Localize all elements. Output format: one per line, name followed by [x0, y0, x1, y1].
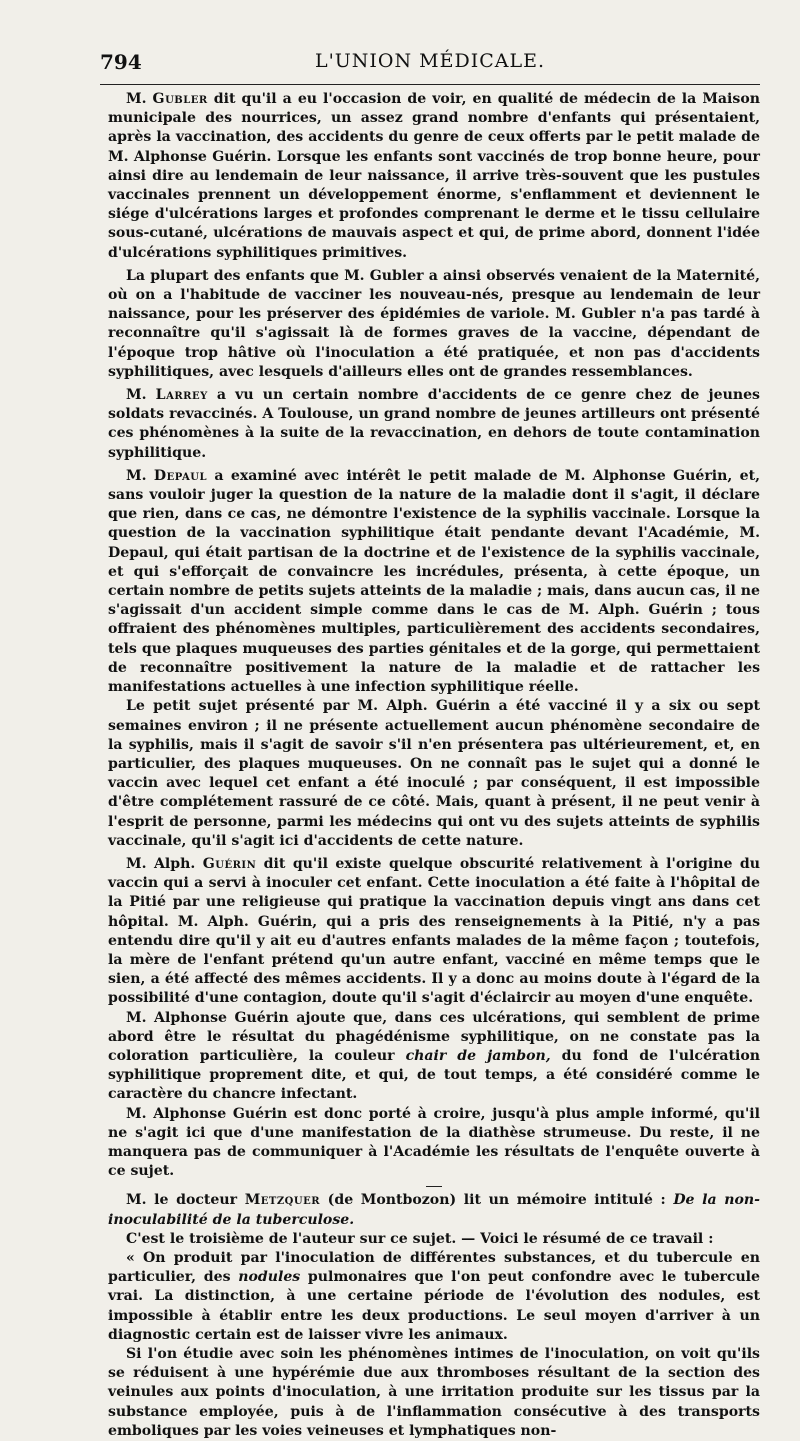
italic-term: chair de jambon,	[405, 1047, 551, 1064]
section-separator	[108, 1181, 760, 1191]
paragraph-inoculation: Si l'on étudie avec soin les phénomènes intimes de l'inoculation, on voit qu'ils se réduisent à une hypérémie due aux thromboses résultant de la section des veinules aux points d'inoculation, à une irritation produite sur les tissus par la substance employée, puis à de l'inflammation consécutive à des transports emboliques par les voies veineuses et lymphatiques non-	[108, 1346, 760, 1439]
article-body	[108, 90, 760, 1441]
paragraph-text: dit qu'il existe quelque obscurité relativement à l'origine du vaccin qui a servi à inoculer cet enfant. Cette inoculation a été faite à l'hôpital de la Pitié par une religieuse qui pratique la vaccination depuis vingt ans dans cet hôpital. M. Alph. Guérin, qui a pris des renseignements à la Pitié, n'y a pas entendu dire qu'il y ait eu d'autres enfants malades de la même façon ; toutefois, la mère de l'enfant prétend qu'un autre enfant, vacciné en même temps que le sien, a été affecté des mêmes accidents. Il y a donc au moins doute à l'égard de la possibilité d'une contagion, doute qu'il s'agit d'éclaircir au moyen d'une enquête.	[108, 855, 760, 1007]
paragraph-text: du fond de l'ulcération syphilitique proprement dite, et qui, de tout temps, a été considéré comme le caractère du chancre infectant.	[108, 1047, 760, 1103]
paragraph-guerin-conclusion: M. Alphonse Guérin est donc porté à croire, jusqu'à plus ample informé, qu'il ne s'agit ici que d'une manifestation de la diathèse strumeuse. Du reste, il ne manquera pas de communiquer à l'Académie les résultats de l'enquête ouverte à ce sujet.	[108, 1105, 760, 1180]
paragraph-depaul: M. Depaul a examiné avec intérêt le petit malade de M. Alphonse Guérin, et, sans vouloir juger la question de la nature de la maladie dont il s'agit, il déclare que rien, dans ce cas, ne démontre l'existence de la syphilis vaccinale. Lorsque la question de la vaccination syphilitique était pendante devant l'Académie, M. Depaul, qui était partisan de la doctrine et de l'existence de la syphilis vaccinale, et qui s'efforçait de convaincre les incrédules, présenta, à cette époque, un certain nombre de petits sujets atteints de la maladie ; mais, dans aucun cas, il ne s'agissait d'un accident simple comme dans le cas de M. Alph. Guérin ; tous offraient des phénomènes multiples, particulièrement des accidents secondaires, tels que plaques muqueuses des parties génitales et de la gorge, qui permettaient de reconnaître positivement la nature de la maladie et de rattacher les manifestations actuelles à une infection syphilitique réelle.	[108, 467, 760, 696]
running-head: L'UNION MÉDICALE.	[314, 50, 546, 72]
paragraph-text: a vu un certain nombre d'accidents de ce genre chez de jeunes soldats revaccinés. A Toulouse, un grand nombre de jeunes artilleurs ont présenté ces phénomènes à la suite de la revaccination, en dehors de toute contamination syphilitique.	[108, 387, 760, 461]
paragraph-text: M. le docteur	[126, 1192, 245, 1209]
header-rule	[100, 84, 760, 85]
paragraph-text: (de Montbozon) lit un mémoire intitulé :	[320, 1192, 674, 1209]
paragraph-maternite: La plupart des enfants que M. Gubler a ainsi observés venaient de la Maternité, où on a l'habitude de vacciner les nouveau-nés, presque au lendemain de leur naissance, pour les préserver des épidémies de variole. M. Gubler n'a pas tardé à reconnaître qu'il s'agissait là de formes graves de la vaccine, dépendant de l'époque trop hâtive où l'inoculation a été pratiquée, et non pas d'accidents syphilitiques, avec lesquels d'ailleurs elles ont de grandes ressemblances.	[108, 267, 760, 380]
paragraph-text: « On produit par l'inoculation de différentes substances, et du tubercule en particulier, des	[108, 1249, 760, 1286]
speaker-prefix: M. Alph.	[126, 855, 203, 872]
page-header	[100, 50, 760, 76]
paragraph-text: dit qu'il a eu l'occasion de voir, en qualité de médecin de la Maison municipale des nourrices, un assez grand nombre d'enfants qui présentaient, après la vaccination, des accidents du genre de ceux offerts par le petit malade de M. Alphonse Guérin. Lorsque les enfants sont vaccinés de trop bonne heure, pour ainsi dire au lendemain de leur naissance, il arrive très-souvent que les pustules vaccinales prennent un développement énorme, s'enflamment et deviennent le siége d'ulcérations larges et profondes comprenant le derme et le tissu cellulaire sous-cutané, ulcérations de mauvais aspect et qui, de prime abord, donnent l'idée d'ulcérations syphilitiques primitives.	[108, 91, 760, 261]
speaker-name: Larrey	[155, 387, 208, 404]
paragraph-text: a examiné avec intérêt le petit malade de M. Alphonse Guérin, et, sans vouloir juger la question de la nature de la maladie dont il s'agit, il déclare que rien, dans ce cas, ne démontre l'existence de la syphilis vaccinale. Lorsque la question de la vaccination syphilitique était pendante devant l'Académie, M. Depaul, qui était partisan de la doctrine et de l'existence de la syphilis vaccinale, et qui s'efforçait de convaincre les incrédules, présenta, à cette époque, un certain nombre de petits sujets atteints de la maladie ; mais, dans aucun cas, il ne s'agissait d'un accident simple comme dans le cas de M. Alph. Guérin ; tous offraient des phénomènes multiples, particulièrement des accidents secondaires, tels que plaques muqueuses des parties génitales et de la gorge, qui permettaient de reconnaître positivement la nature de la maladie et de rattacher les manifestations actuelles à une infection syphilitique réelle.	[108, 467, 760, 696]
memoir-title: De la non-inoculabilité de la tuberculose.	[108, 1192, 760, 1228]
speaker-name: Metzquer	[244, 1192, 321, 1209]
speaker-name: Depaul	[153, 467, 208, 484]
paragraph-text: M. Alphonse Guérin ajoute que, dans ces ulcérations, qui semblent de prime abord être le résultat du phagédénisme syphilitique, on ne constate pas la coloration particulière, la couleur	[108, 1009, 760, 1064]
paragraph-guerin	[108, 855, 760, 1009]
paragraph-quote-nodules	[108, 1249, 760, 1345]
paragraph-guerin-ajoute	[108, 1009, 760, 1105]
paragraph-text: pulmonaires que l'on peut confondre avec le tubercule vrai. La distinction, à une certaine période de l'évolution des nodules, est impossible à établir entre les deux productions. Le seul moyen d'arriver à un diagnostic certain est de laisser vivre les animaux.	[108, 1269, 761, 1343]
paragraph-resume-intro: C'est le troisième de l'auteur sur ce sujet. — Voici le résumé de ce travail :	[126, 1230, 714, 1247]
paragraph-petit-sujet: Le petit sujet présenté par M. Alph. Guérin a été vacciné il y a six ou sept semaines environ ; il ne présente actuellement aucun phénomène secondaire de la syphilis, mais il s'agit de savoir s'il n'en présentera pas ultérieurement, et, en particulier, des plaques muqueuses. On ne connaît pas le sujet qui a donné le vaccin avec lequel cet enfant a été inoculé ; par conséquent, il est impossible d'être complétement rassuré de ce côté. Mais, quant à présent, il ne peut venir à l'esprit de personne, parmi les médecins qui ont vu des sujets atteints de syphilis vaccinale, qu'il s'agit ici d'accidents de cette nature.	[108, 698, 760, 849]
page-number: 794	[100, 50, 142, 74]
italic-term: nodules	[238, 1269, 301, 1286]
speaker-name: Gubler	[152, 91, 208, 107]
paragraph-gubler: M. Gubler dit qu'il a eu l'occasion de voir, en qualité de médecin de la Maison municipale des nourrices, un assez grand nombre d'enfants qui présentaient, après la vaccination, des accidents du genre de ceux offerts par le petit malade de M. Alphonse Guérin. Lorsque les enfants sont vaccinés de trop bonne heure, pour ainsi dire au lendemain de leur naissance, il arrive très-souvent que les pustules vaccinales prennent un développement énorme, s'enflamment et deviennent le siége d'ulcérations larges et profondes comprenant le derme et le tissu cellulaire sous-cutané, ulcérations de mauvais aspect et qui, de prime abord, donnent l'idée d'ulcérations syphilitiques primitives.	[108, 91, 760, 261]
paragraph-larrey: M. Larrey a vu un certain nombre d'accidents de ce genre chez de jeunes soldats revaccinés. A Toulouse, un grand nombre de jeunes artilleurs ont présenté ces phénomènes à la suite de la revaccination, en dehors de toute contamination syphilitique.	[108, 387, 760, 461]
paragraph-metzquer	[108, 1191, 760, 1229]
speaker-name: Guérin	[202, 855, 257, 872]
